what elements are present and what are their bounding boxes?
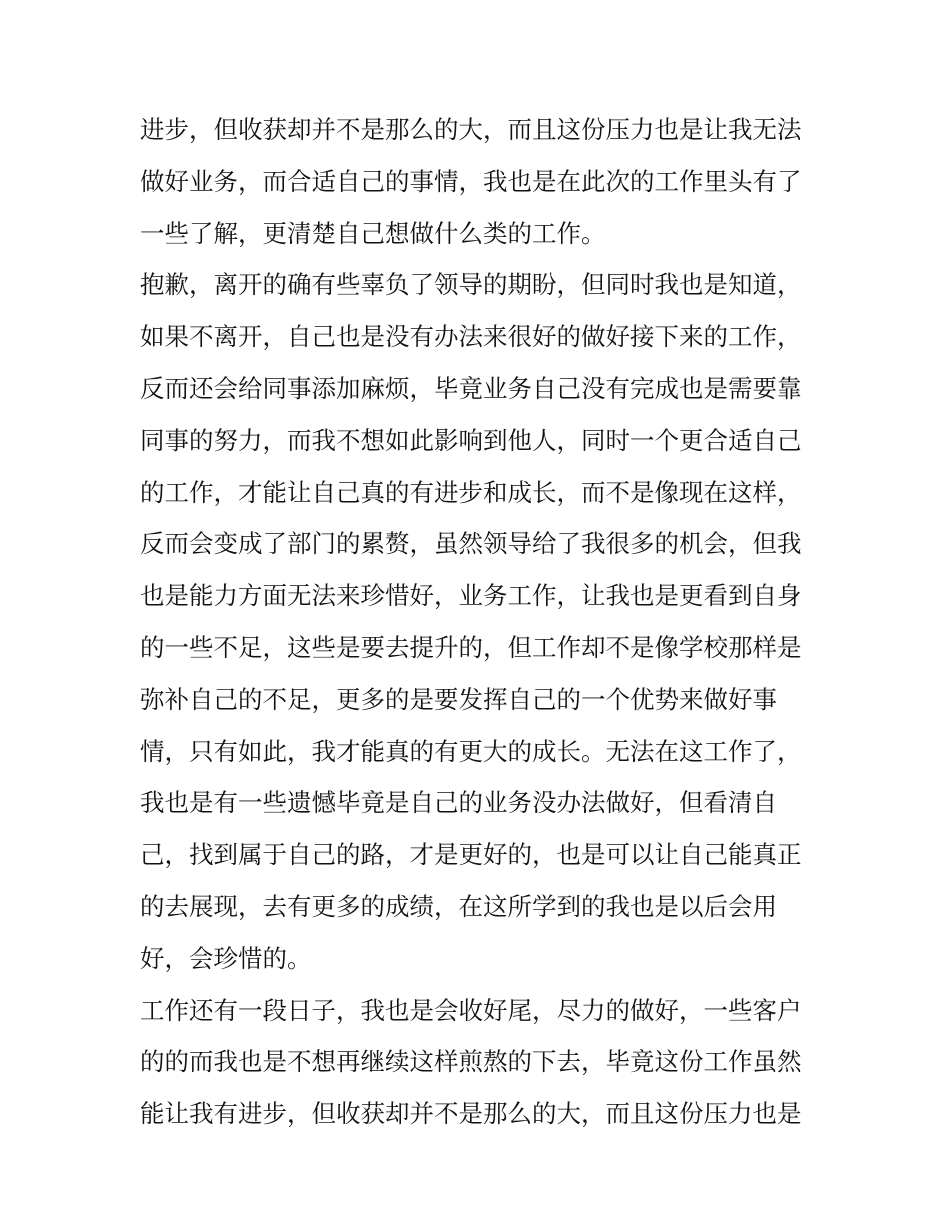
text-line: 我也是有一些遗憾毕竟是自己的业务没办法做好，但看清自 (140, 788, 777, 818)
text-line: 也是能力方面无法来珍惜好，业务工作，让我也是更看到自身 (140, 581, 802, 611)
text-line: 做好业务，而合适自己的事情，我也是在此次的工作里头有了 (140, 166, 802, 196)
text-line: 反而还会给同事添加麻烦，毕竟业务自己没有完成也是需要靠 (140, 373, 802, 403)
body-text (140, 104, 820, 1140)
text-line: 己，找到属于自己的路，才是更好的，也是可以让自己能真正 (140, 840, 802, 870)
text-line: 能让我有进步，但收获却并不是那么的大，而且这份压力也是 (140, 1099, 802, 1129)
text-line: 同事的努力，而我不想如此影响到他人，同时一个更合适自己 (140, 425, 802, 455)
text-line: 弥补自己的不足，更多的是要发挥自己的一个优势来做好事 (140, 684, 777, 714)
text-line: 情，只有如此，我才能真的有更大的成长。无法在这工作了， (140, 736, 802, 766)
text-line: 的去展现，去有更多的成绩，在这所学到的我也是以后会用 (140, 891, 777, 921)
text-line: 进步，但收获却并不是那么的大，而且这份压力也是让我无法 (140, 115, 802, 144)
text-line: 好，会珍惜的。 (140, 943, 312, 973)
text-line: 如果不离开，自己也是没有办法来很好的做好接下来的工作， (140, 322, 802, 352)
text-line: 反而会变成了部门的累赘，虽然领导给了我很多的机会，但我 (140, 529, 802, 559)
text-line: 抱歉，离开的确有些辜负了领导的期盼，但同时我也是知道， (140, 270, 802, 300)
text-line: 工作还有一段日子，我也是会收好尾，尽力的做好，一些客户 (140, 995, 802, 1025)
text-line: 的一些不足，这些是要去提升的，但工作却不是像学校那样是 (140, 632, 802, 662)
text-line: 的的而我也是不想再继续这样煎熬的下去，毕竟这份工作虽然 (140, 1047, 802, 1077)
text-line: 的工作，才能让自己真的有进步和成长，而不是像现在这样， (140, 477, 802, 507)
text-line: 一些了解，更清楚自己想做什么类的工作。 (140, 218, 606, 248)
